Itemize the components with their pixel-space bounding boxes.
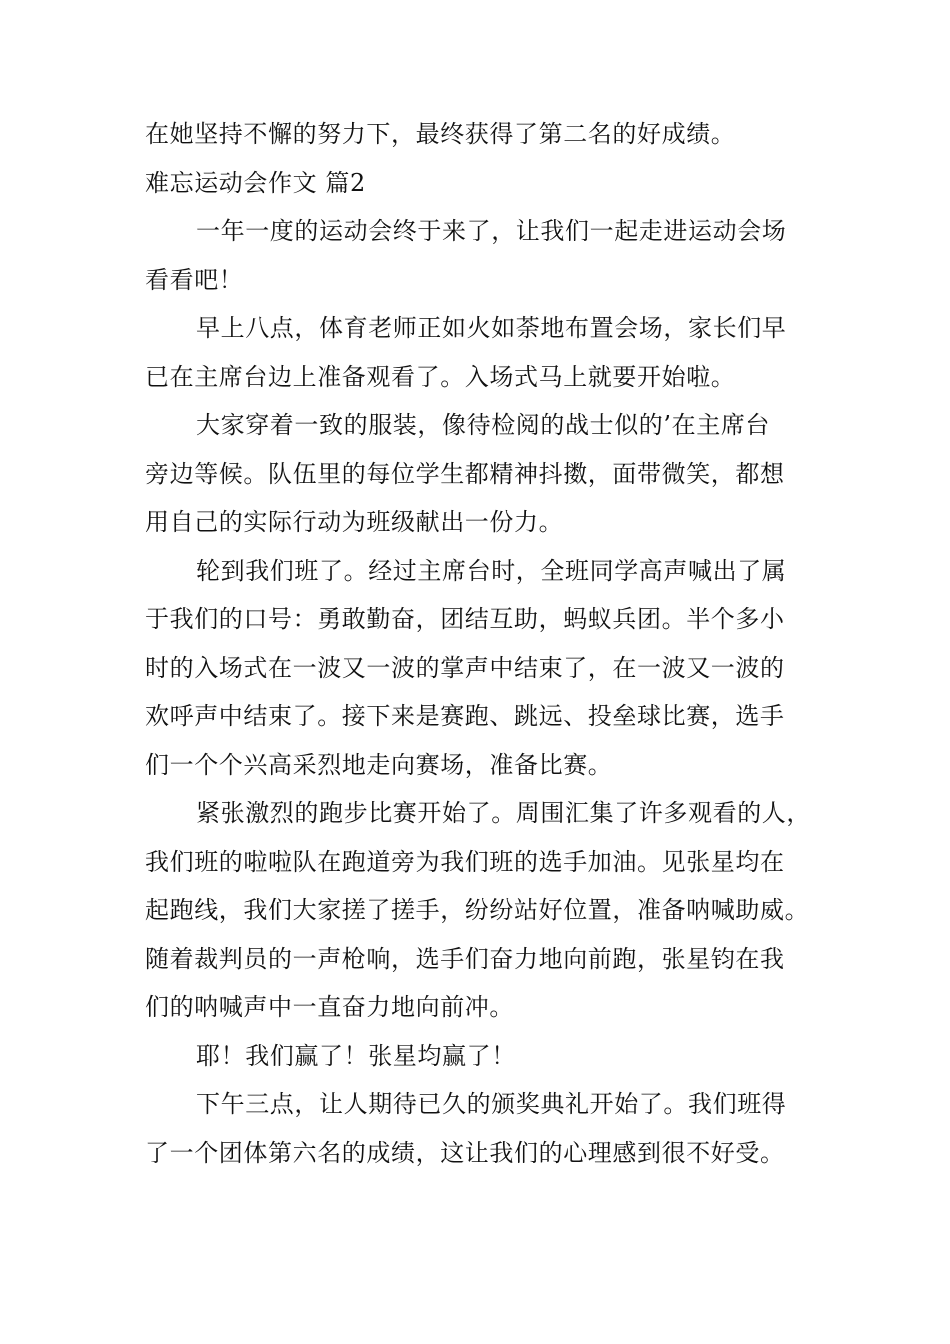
paragraph-line: 们的呐喊声中一直奋力地向前冲。 [145,993,514,1021]
paragraph-4 [145,547,825,790]
paragraph-line: 于我们的口号：勇敢勤奋，团结互助，蚂蚁兵团。半个多小 [145,605,785,633]
paragraph-line: 随着裁判员的一声枪响，选手们奋力地向前跑，张星钧在我 [145,944,785,973]
paragraph-1 [145,207,825,304]
paragraph-line: 紧张激烈的跑步比赛开始了。周围汇集了许多观看的人， [196,799,811,827]
paragraph-3 [145,401,825,547]
essay-body [145,110,825,1177]
paragraph-line: 一年一度的运动会终于来了，让我们一起走进运动会场 [196,217,787,245]
paragraph-line: 看看吧！ [145,265,244,294]
section-heading: 难忘运动会作文 篇2 [145,168,366,197]
paragraph-line: 旁边等候。队伍里的每位学生都精神抖擞，面带微笑，都想 [145,459,785,488]
paragraph-line: 欢呼声中结束了。接下来是赛跑、跳远、投垒球比赛，选手 [145,702,785,730]
paragraph-line: 我们班的啦啦队在跑道旁为我们班的选手加油。见张星均在 [145,847,785,876]
paragraph-line: 早上八点，体育老师正如火如荼地布置会场，家长们早 [196,314,787,342]
paragraph-line: 起跑线，我们大家搓了搓手，纷纷站好位置，准备呐喊助威。 [145,896,810,924]
paragraph-6 [145,1032,825,1081]
paragraph-line: 了一个团体第六名的成绩，这让我们的心理感到很不好受。 [145,1138,785,1167]
paragraph-line: 耶！我们赢了！张星均赢了！ [196,1041,516,1070]
intro-line: 在她坚持不懈的努力下，最终获得了第二名的好成绩。 [145,120,736,148]
paragraph-2 [145,304,825,401]
paragraph-7 [145,1080,825,1177]
paragraph-line: 已在主席台边上准备观看了。入场式马上就要开始啦。 [145,362,736,391]
paragraph-line: 们一个个兴高采烈地走向赛场，准备比赛。 [145,750,613,779]
paragraph-line: 大家穿着一致的服装，像待检阅的战士似的’在主席台 [196,411,771,439]
paragraph-line: 时的入场式在一波又一波的掌声中结束了，在一波又一波的 [145,653,785,682]
paragraph-line: 用自己的实际行动为班级献出一份力。 [145,508,564,536]
paragraph-line: 轮到我们班了。经过主席台时，全班同学高声喊出了属 [196,556,787,585]
paragraph-5 [145,789,825,1032]
paragraph-line: 下午三点，让人期待已久的颁奖典礼开始了。我们班得 [196,1090,787,1118]
